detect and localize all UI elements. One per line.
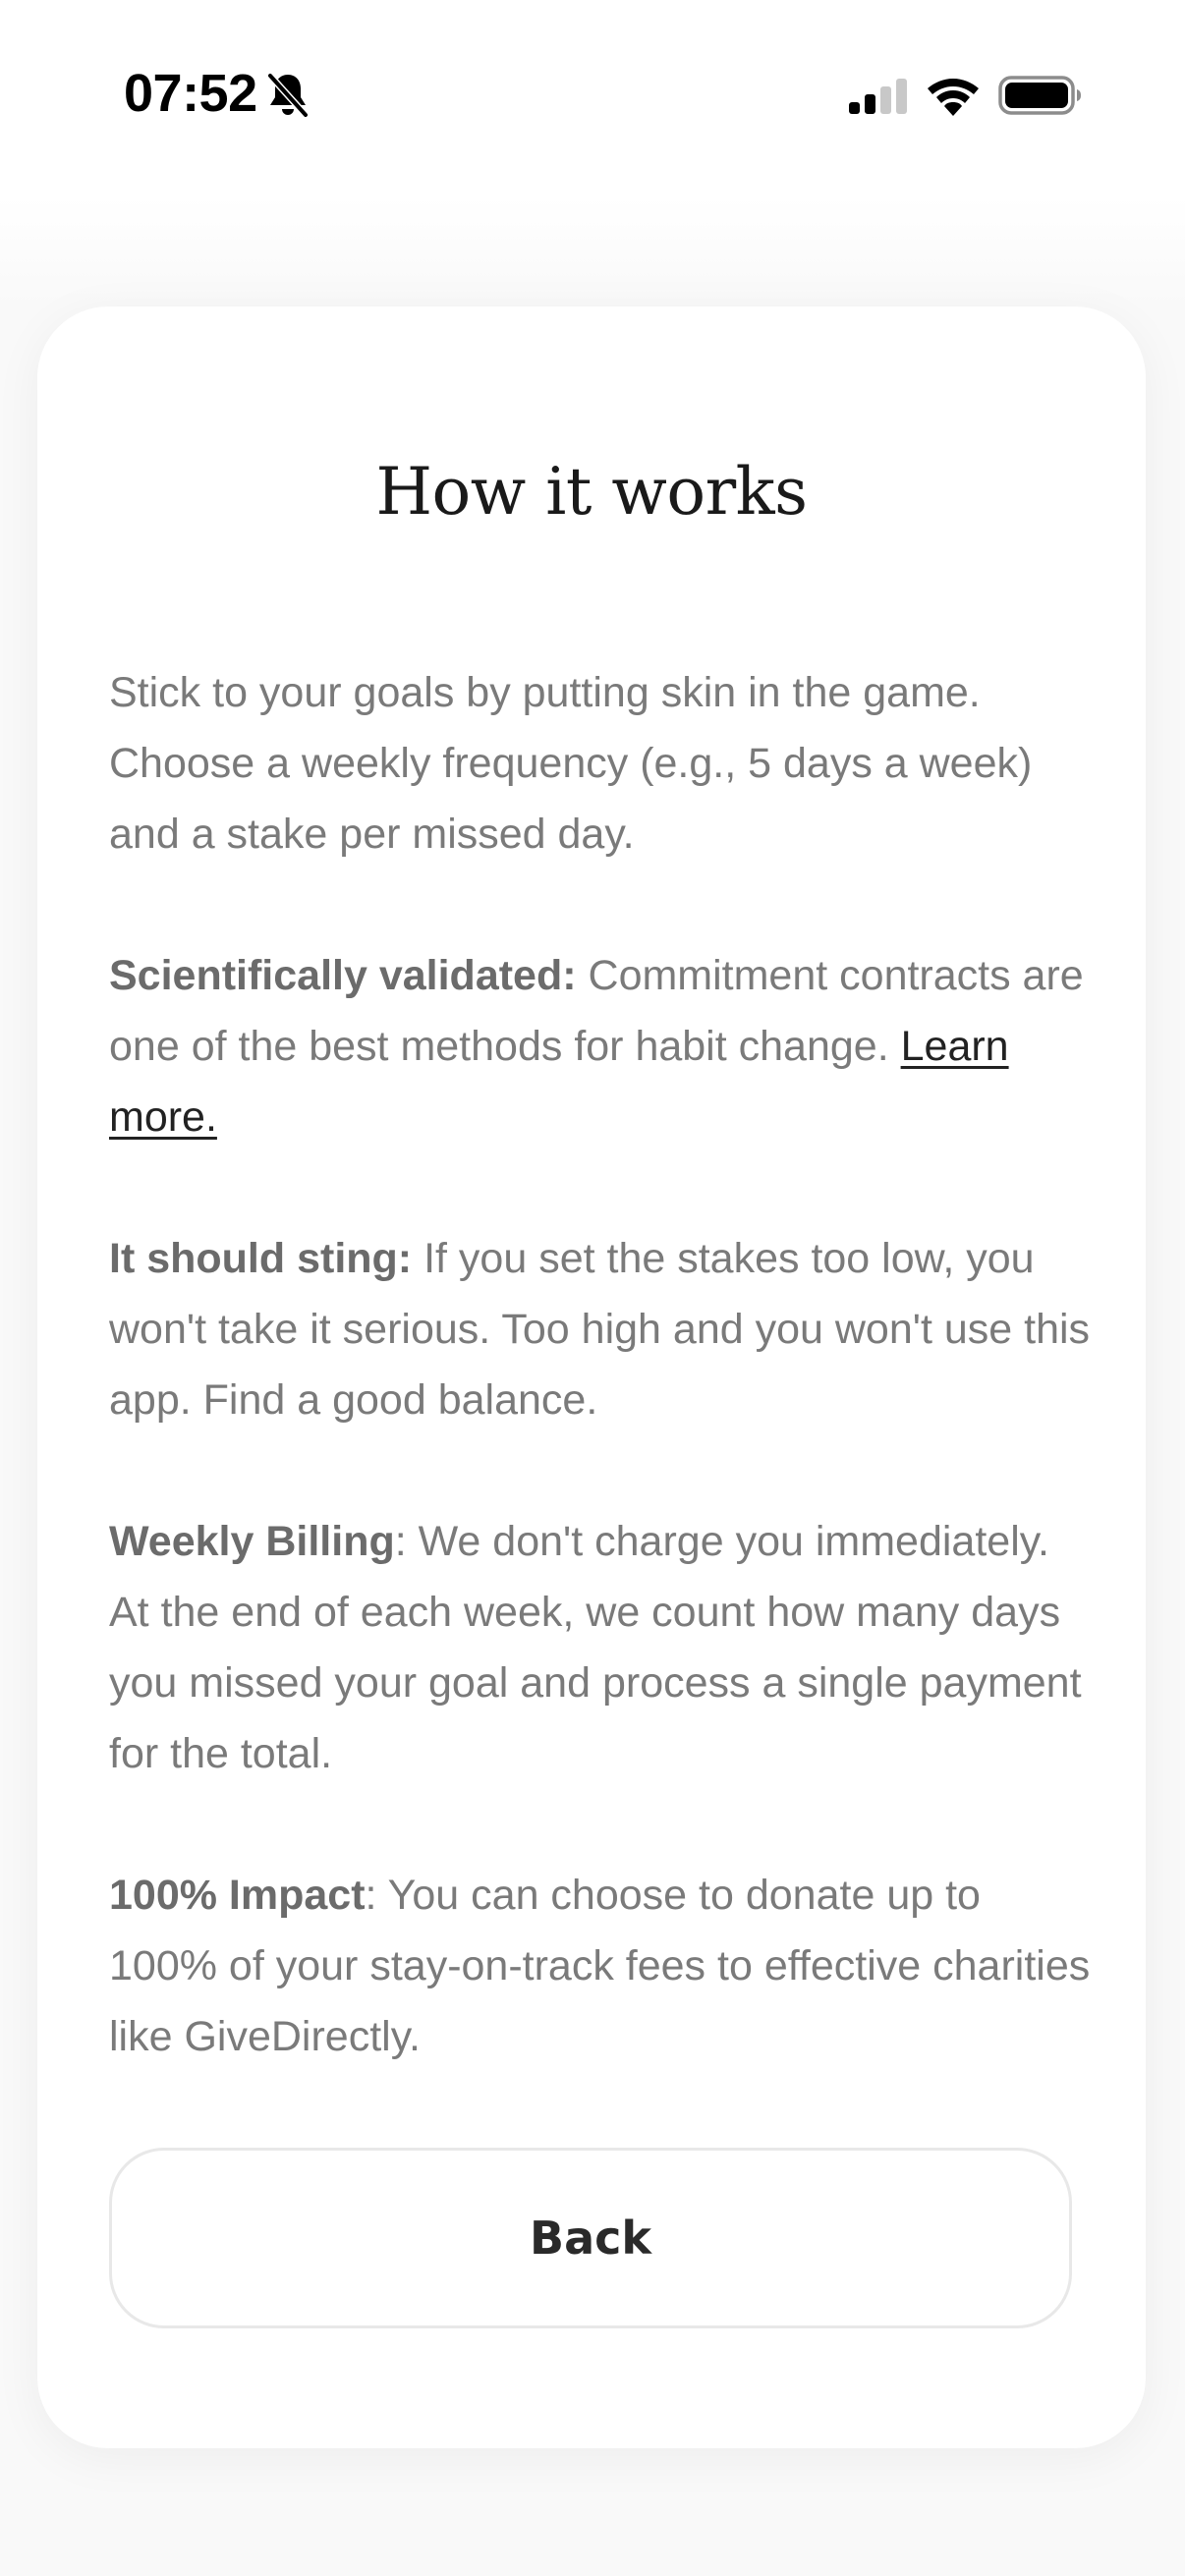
- section-100-impact: [109, 1860, 1092, 2072]
- section-it-should-sting: [109, 1223, 1092, 1435]
- intro-paragraph: Stick to your goals by putting skin in the game. Choose a weekly frequency (e.g., 5 days a week) and a stake per missed day.: [109, 669, 1033, 858]
- back-button[interactable]: Back: [109, 2148, 1072, 2328]
- wifi-icon: [926, 73, 981, 116]
- section-text: : You can choose to donate up to 100% of your stay-on-track fees to effective charities like GiveDirectly.: [109, 1872, 1091, 2060]
- how-it-works-card: [37, 307, 1146, 2448]
- section-heading: 100% Impact: [109, 1872, 366, 1919]
- battery-icon: [998, 75, 1083, 116]
- section-text: If you set the stakes too low, you won't take it serious. Too high and you won't use this app. Find a good balance.: [109, 1235, 1091, 1424]
- status-bar: [0, 0, 1185, 196]
- section-weekly-billing: [109, 1506, 1092, 1789]
- bell-muted-icon: [265, 71, 310, 120]
- learn-more-link[interactable]: Learn more.: [109, 1023, 1009, 1141]
- header-fade: [0, 196, 1185, 305]
- status-time: 07:52: [124, 64, 257, 123]
- section-heading: Scientifically validated:: [109, 952, 577, 999]
- page-title: How it works: [375, 454, 808, 530]
- cellular-signal-icon: [847, 77, 910, 120]
- section-text: Commitment contracts are one of the best methods for habit change.: [109, 952, 1084, 1070]
- section-heading: Weekly Billing: [109, 1518, 395, 1565]
- section-heading: It should sting:: [109, 1235, 413, 1282]
- section-text: : We don't charge you immediately. At the end of each week, we count how many days you missed your goal and process a single payment for the total.: [109, 1518, 1082, 1777]
- section-scientifically-validated: [109, 940, 1092, 1152]
